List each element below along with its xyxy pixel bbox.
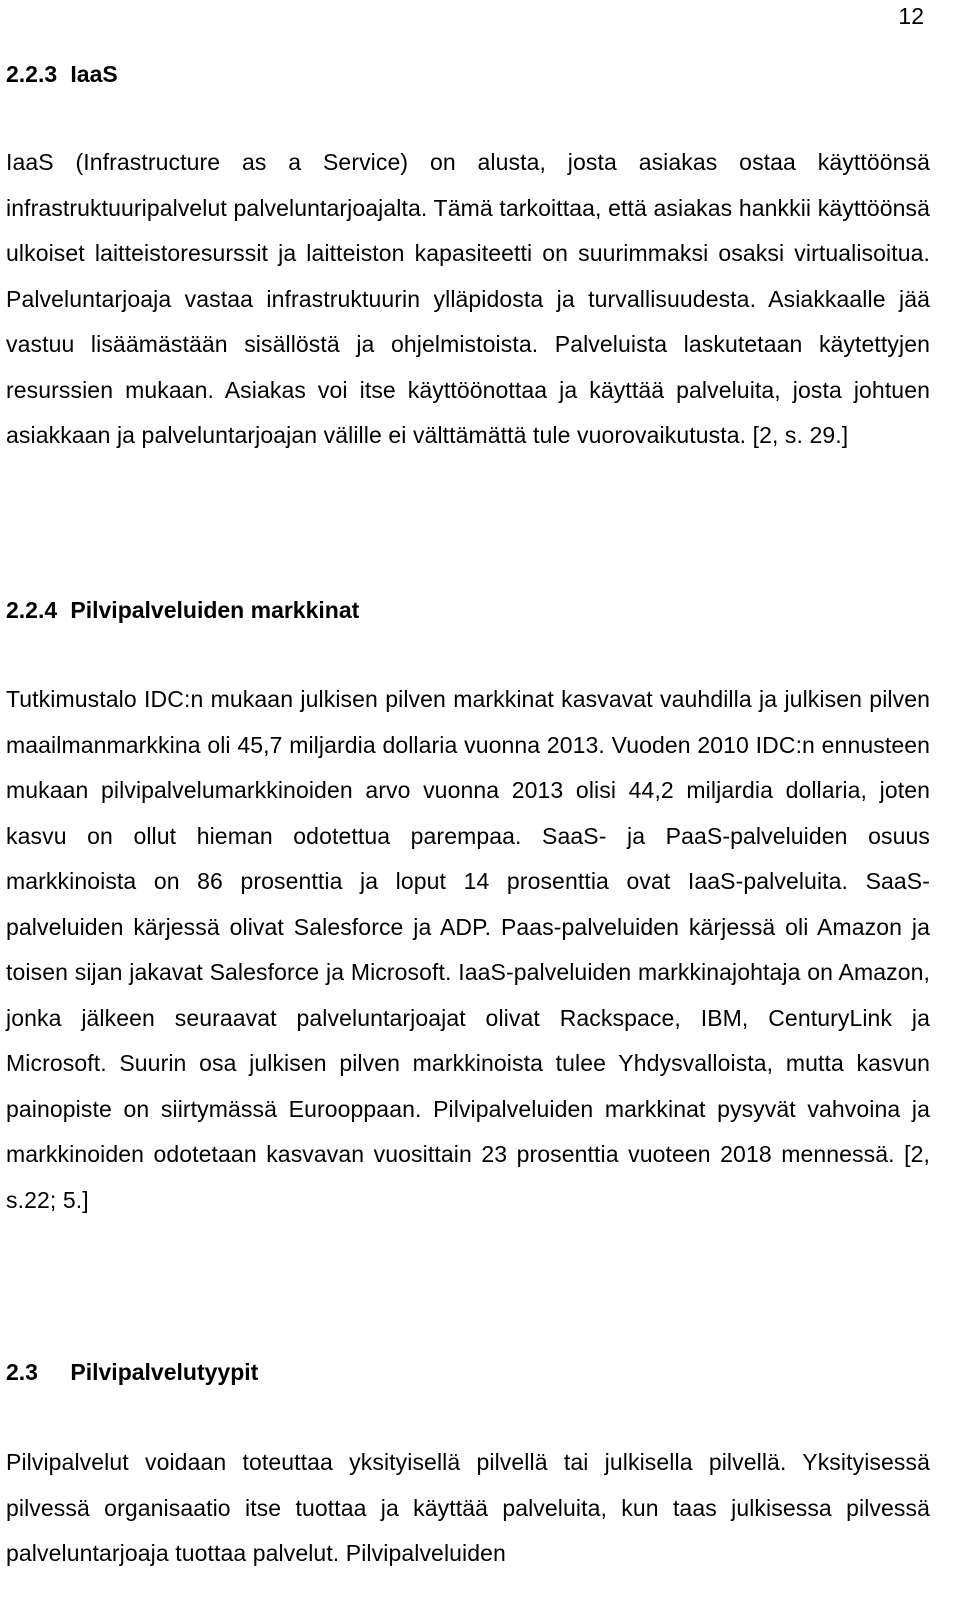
section-heading-iaas <box>6 60 930 88</box>
page-number: 12 <box>898 3 924 29</box>
section-heading-markets <box>6 596 930 624</box>
section-title: Pilvipalveluiden markkinat <box>70 597 360 623</box>
section-number: 2.2.3 <box>6 61 58 87</box>
paragraph-service-types: Pilvipalvelut voidaan toteuttaa yksityisellä pilvellä tai julkisella pilvellä. Yksityisessä pilvessä organisaatio itse tuottaa ja käyttää palveluita, kun taas julkisessa pilvessä palveluntarjoaja tuottaa palvelut. Pilvipalveluiden <box>6 1449 930 1566</box>
section-title: IaaS <box>70 61 118 87</box>
section-number: 2.3 <box>6 1359 38 1385</box>
paragraph-markets: Tutkimustalo IDC:n mukaan julkisen pilven markkinat kasvavat vauhdilla ja julkisen pilven maailmanmarkkina oli 45,7 miljardia dollaria vuonna 2013. Vuoden 2010 IDC:n ennusteen mukaan pilvipalvelumarkkinoiden arvo vuonna 2013 olisi 44,2 miljardia dollaria, joten kasvu on ollut hieman odotettua parempaa. SaaS- ja PaaS-palveluiden osuus markkinoista on 86 prosenttia ja loput 14 prosenttia ovat IaaS-palveluita. SaaS-palveluiden kärjessä olivat Salesforce ja ADP. Paas-palveluiden kärjessä oli Amazon ja toisen sijan jakavat Salesforce ja Microsoft. IaaS-palveluiden markkinajohtaja on Amazon, jonka jälkeen seuraavat palveluntarjoajat olivat Rackspace, IBM, CenturyLink ja Microsoft. Suurin osa julkisen pilven markkinoista tulee Yhdysvalloista, mutta kasvun painopiste on siirtymässä Eurooppaan. Pilvipalveluiden markkinat pysyvät vahvoina ja markkinoiden odotetaan kasvavan vuosittain 23 prosenttia vuoteen 2018 mennessä. [2, s.22; 5.] <box>6 686 930 1213</box>
section-heading-service-types <box>6 1358 930 1386</box>
section-title: Pilvipalvelutyypit <box>70 1359 259 1385</box>
paragraph-iaas: IaaS (Infrastructure as a Service) on alusta, josta asiakas ostaa käyttöönsä infrastruktuuripalvelut palveluntarjoajalta. Tämä tarkoittaa, että asiakas hankkii käyttöönsä ulkoiset laitteistoresurssit ja laitteiston kapasiteetti on suurimmaksi osaksi virtualisoitua. Palveluntarjoaja vastaa infrastruktuurin ylläpidosta ja turvallisuudesta. Asiakkaalle jää vastuu lisäämästään sisällöstä ja ohjelmistoista. Palveluista laskutetaan käytettyjen resurssien mukaan. Asiakas voi itse käyttöönottaa ja käyttää palveluita, josta johtuen asiakkaan ja palveluntarjoajan välille ei välttämättä tule vuorovaikutusta. [2, s. 29.] <box>6 149 930 448</box>
section-number: 2.2.4 <box>6 597 58 623</box>
